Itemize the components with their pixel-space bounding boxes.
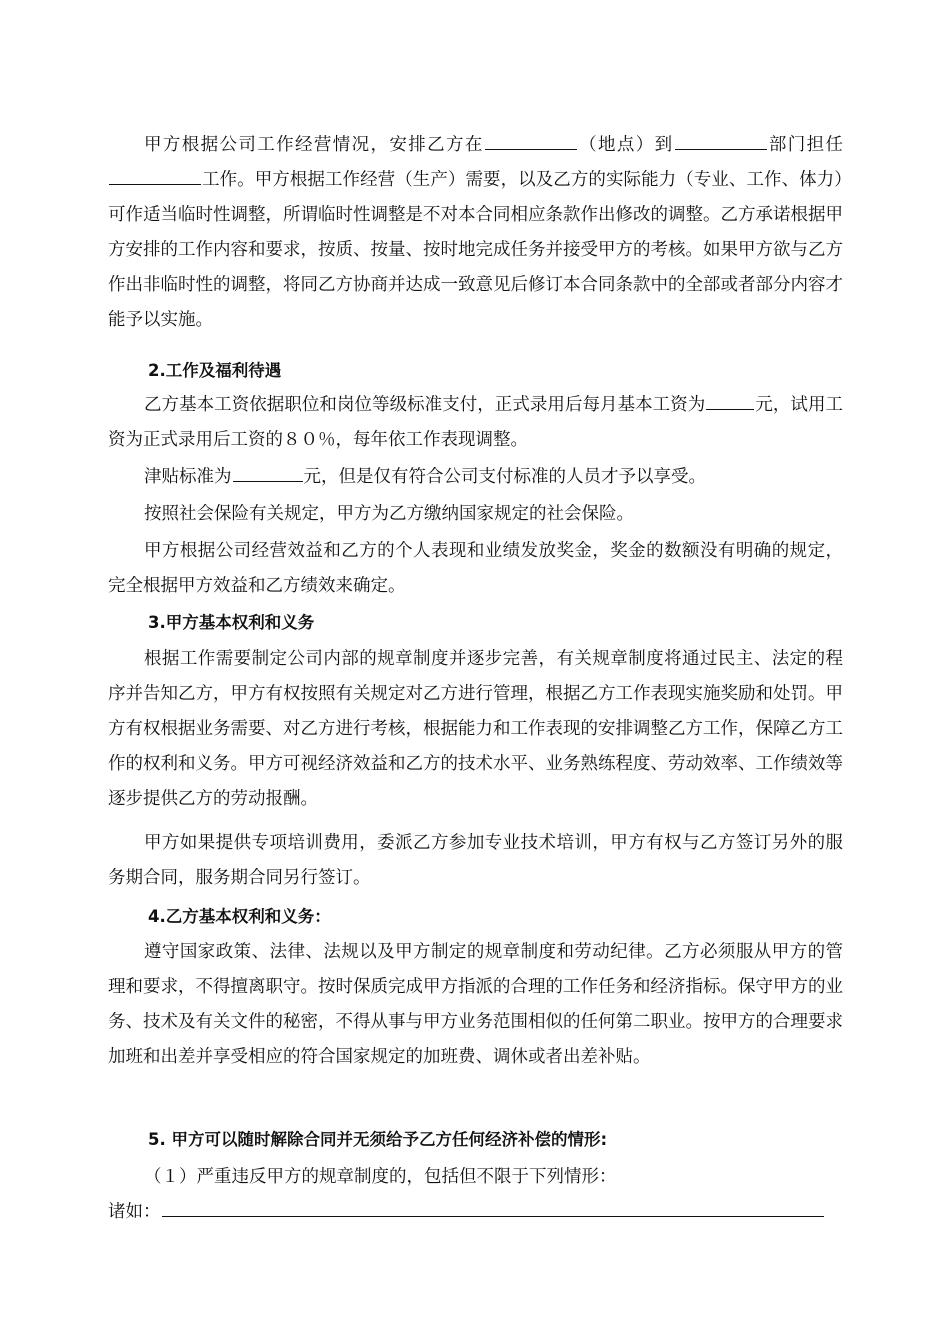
blank-position[interactable] [109,167,201,185]
paragraph-training: 甲方如果提供专项培训费用，委派乙方参加专业技术培训，甲方有权与乙方签订另外的服务期合同，服务期合同另行签订。 [108,833,843,888]
blank-example[interactable] [162,1199,824,1217]
list-item-1: （１）严重违反甲方的规章制度的，包括但不限于下列情形： [144,1167,617,1187]
text-segment: 元，但是仅有符合公司支付标准的人员才予以享受。 [303,467,706,487]
blank-salary[interactable] [706,392,754,410]
text-segment: 甲方根据公司工作经营情况，安排乙方在 [144,135,484,155]
example-label: 诸如： [108,1202,161,1222]
paragraph-allowance [108,460,843,495]
text-segment: 部门担任 [767,135,843,155]
paragraph-salary [108,388,843,458]
text-segment: 乙方基本工资依据职位和岗位等级标准支付，正式录用后每月基本工资为 [144,395,706,415]
blank-location[interactable] [485,132,577,150]
blank-department[interactable] [675,132,767,150]
paragraph-employee-duties: 遵守国家政策、法律、法规以及甲方制定的规章制度和劳动纪律。乙方必须服从甲方的管理和要求，不得擅离职守。按时保质完成甲方指派的合理的工作任务和经济指标。保守甲方的业务、技术及有关文件的秘密，不得从事与甲方业务范围相似的任何第二职业。按甲方的合理要求加班和出差并享受相应的符合国家规定的加班费、调休或者出差补贴。 [108,942,843,1067]
paragraph-insurance: 按照社会保险有关规定，甲方为乙方缴纳国家规定的社会保险。 [144,504,634,524]
text-segment: 津贴标准为 [144,467,232,487]
text-segment: 元，试用工资为正式录用后工资的８０％，每年依工作表现调整。 [108,395,843,450]
heading-section-3: 3.甲方基本权利和义务 [148,613,315,632]
heading-section-5: 5. 甲方可以随时解除合同并无须给予乙方任何经济补偿的情形: [148,1130,608,1149]
paragraph-work-arrangement [108,128,843,338]
heading-section-2: 2.工作及福利待遇 [148,361,282,380]
text-segment: （地点）到 [577,135,674,155]
heading-section-4: 4.乙方基本权利和义务： [148,907,331,926]
text-segment: 工作。甲方根据工作经营（生产）需要，以及乙方的实际能力（专业、工作、体力）可作适当临时性调整，所谓临时性调整是不对本合同相应条款作出修改的调整。乙方承诺根据甲方安排的工作内容和要求，按质、按量、按时地完成任务并接受甲方的考核。如果甲方欲与乙方作出非临时性的调整，将同乙方协商并达成一致意见后修订本合同条款中的全部或者部分内容才能予以实施。 [108,170,843,330]
paragraph-bonus: 甲方根据公司经营效益和乙方的个人表现和业绩发放奖金，奖金的数额没有明确的规定，完全根据甲方效益和乙方绩效来确定。 [108,541,843,596]
example-line [108,1195,843,1230]
paragraph-employer-rights: 根据工作需要制定公司内部的规章制度并逐步完善，有关规章制度将通过民主、法定的程序并告知乙方，甲方有权按照有关规定对乙方进行管理，根据乙方工作表现实施奖励和处罚。甲方有权根据业务需要、对乙方进行考核，根据能力和工作表现的安排调整乙方工作，保障乙方工作的权利和义务。甲方可视经济效益和乙方的技术水平、业务熟练程度、劳动效率、工作绩效等逐步提供乙方的劳动报酬。 [108,649,843,809]
blank-allowance[interactable] [233,464,303,482]
